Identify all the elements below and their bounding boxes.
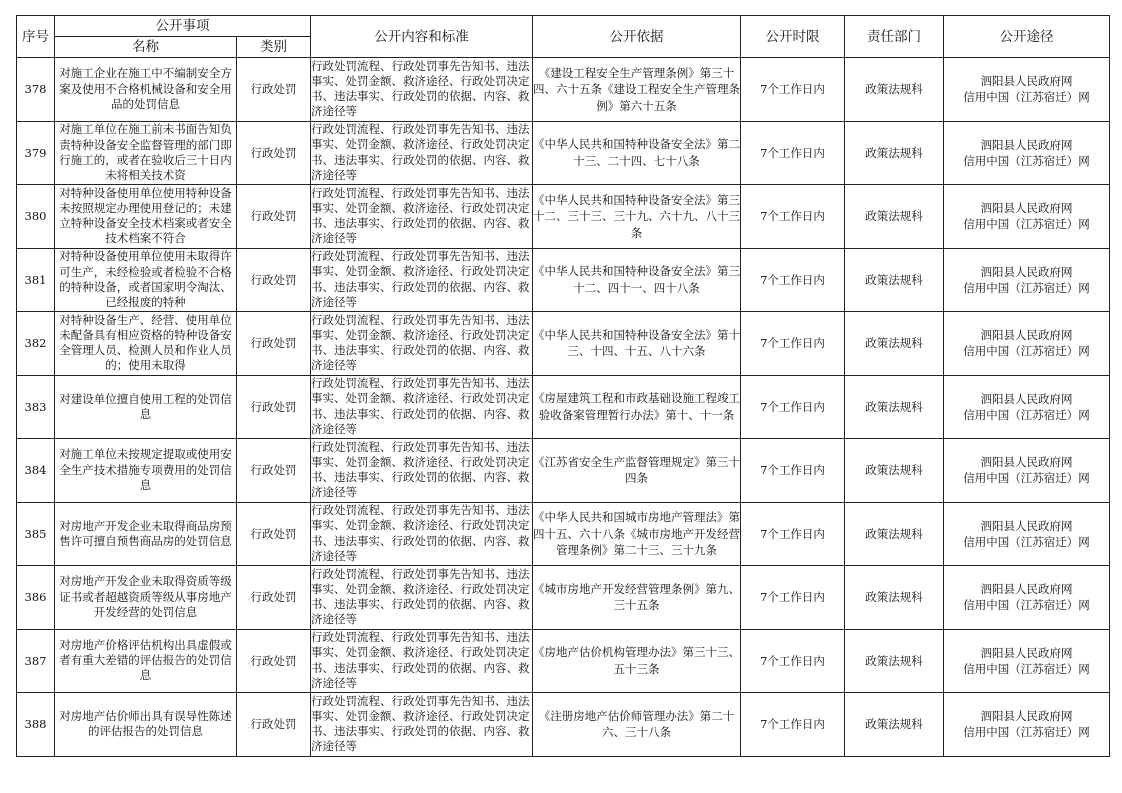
- row-content: 行政处罚流程、行政处罚事先告知书、违法事实、处罚金额、救济途径、行政处罚决定书、违法事实、行政处罚的依据、内容、救济途径等: [311, 376, 530, 436]
- row-category: 行政处罚: [237, 693, 311, 757]
- row-content: 行政处罚流程、行政处罚事先告知书、违法事实、处罚金额、救济途径、行政处罚决定书、违法事实、行政处罚的依据、内容、救济途径等: [311, 630, 530, 690]
- row-channel-credit-site: 信用中国（江苏宿迁）网: [963, 90, 1090, 105]
- row-number: 378: [17, 58, 55, 122]
- row-basis-cell: [533, 185, 741, 249]
- row-name: 对施工企业在施工中不编制安全方案及使用不合格机械设备和安全用品的处罚信息: [59, 66, 232, 111]
- row-name-cell: [55, 185, 237, 249]
- row-content-cell: [311, 375, 533, 439]
- table-row: [17, 629, 1110, 693]
- row-channel-gov-site: 泗阳县人民政府网: [980, 328, 1073, 343]
- row-time-limit: 7个工作日内: [741, 502, 845, 566]
- row-number: 387: [17, 629, 55, 693]
- row-basis-cell: [533, 693, 741, 757]
- row-channel-credit-site: 信用中国（江苏宿迁）网: [963, 153, 1090, 168]
- header-basis: 公开依据: [533, 16, 741, 58]
- row-content: 行政处罚流程、行政处罚事先告知书、违法事实、处罚金额、救济途径、行政处罚决定书、违法事实、行政处罚的依据、内容、救济途径等: [311, 249, 530, 309]
- row-time-limit: 7个工作日内: [741, 439, 845, 503]
- row-department: 政策法规科: [845, 248, 944, 312]
- row-content: 行政处罚流程、行政处罚事先告知书、违法事实、处罚金额、救济途径、行政处罚决定书、违法事实、行政处罚的依据、内容、救济途径等: [311, 566, 530, 627]
- row-category: 行政处罚: [237, 185, 311, 249]
- row-basis-cell: [533, 248, 741, 312]
- row-basis: 《注册房地产估价师管理办法》第二十六、三十八条: [538, 708, 735, 740]
- row-name-cell: [55, 375, 237, 439]
- table-row: [17, 693, 1110, 757]
- row-department: 政策法规科: [845, 185, 944, 249]
- row-time-limit: 7个工作日内: [741, 185, 845, 249]
- row-time-limit: 7个工作日内: [741, 693, 845, 757]
- row-basis: 《中华人民共和国特种设备安全法》第十三、十四、十五、八十六条: [533, 327, 740, 359]
- row-channels-cell: [944, 58, 1110, 122]
- row-time-limit: 7个工作日内: [741, 312, 845, 376]
- row-department: 政策法规科: [845, 566, 944, 630]
- table-body: [17, 58, 1110, 757]
- row-number: 383: [17, 375, 55, 439]
- row-basis: 《中华人民共和国特种设备安全法》第二十三、二十四、七十八条: [533, 137, 740, 168]
- row-basis-cell: [533, 121, 741, 185]
- row-name-cell: [55, 121, 237, 185]
- row-category: 行政处罚: [237, 566, 311, 630]
- row-number: 381: [17, 248, 55, 312]
- row-name: 对特种设备生产、经营、使用单位未配备具有相应资格的特种设备安全管理人员、检测人员和作业人员的；使用未取得: [59, 312, 232, 373]
- row-category: 行政处罚: [237, 629, 311, 693]
- table-row: [17, 566, 1110, 630]
- row-number: 380: [17, 185, 55, 249]
- row-name: 对施工单位在施工前未书面告知负责特种设备安全监督管理的部门即行施工的，或者在验收后三十日内未将相关技术资: [59, 122, 232, 182]
- row-channels-cell: [944, 439, 1110, 503]
- row-name-cell: [55, 566, 237, 630]
- row-channel-credit-site: 信用中国（江苏宿迁）网: [963, 661, 1090, 676]
- row-name: 对特种设备使用单位使用未取得许可生产，未经检验或者检验不合格的特种设备，或者国家明令淘汰、已经报废的特种: [59, 249, 232, 309]
- row-content: 行政处罚流程、行政处罚事先告知书、违法事实、处罚金额、救济途径、行政处罚决定书、违法事实、行政处罚的依据、内容、救济途径等: [311, 58, 530, 119]
- row-content-cell: [311, 566, 533, 630]
- row-content-cell: [311, 58, 533, 122]
- row-channel-gov-site: 泗阳县人民政府网: [980, 582, 1073, 597]
- row-time-limit: 7个工作日内: [741, 58, 845, 122]
- row-category: 行政处罚: [237, 375, 311, 439]
- row-category: 行政处罚: [237, 502, 311, 566]
- row-basis: 《中华人民共和国城市房地产管理法》第四十五、六十八条《城市房地产开发经营管理条例》第二十三、三十九条: [533, 510, 740, 557]
- table-row: [17, 121, 1110, 185]
- row-basis: 《建设工程安全生产管理条例》第三十四、六十五条《建设工程安全生产管理条例》第六十五条: [533, 65, 740, 113]
- header-content: 公开内容和标准: [311, 16, 533, 58]
- row-number: 379: [17, 121, 55, 185]
- row-channel-gov-site: 泗阳县人民政府网: [980, 137, 1073, 152]
- table-row: [17, 502, 1110, 566]
- row-time-limit: 7个工作日内: [741, 629, 845, 693]
- row-channels-cell: [944, 566, 1110, 630]
- row-department: 政策法规科: [845, 502, 944, 566]
- header-way: 公开途径: [944, 16, 1110, 58]
- row-name-cell: [55, 502, 237, 566]
- table-row: [17, 58, 1110, 122]
- row-channel-credit-site: 信用中国（江苏宿迁）网: [963, 407, 1090, 422]
- row-department: 政策法规科: [845, 375, 944, 439]
- row-number: 385: [17, 502, 55, 566]
- header-dept: 责任部门: [845, 16, 944, 58]
- table-row: [17, 312, 1110, 376]
- row-channels-cell: [944, 121, 1110, 185]
- row-basis-cell: [533, 58, 741, 122]
- row-channel-credit-site: 信用中国（江苏宿迁）网: [963, 217, 1090, 232]
- row-number: 384: [17, 439, 55, 503]
- row-content-cell: [311, 121, 533, 185]
- row-number: 388: [17, 693, 55, 757]
- row-name: 对房地产估价师出具有误导性陈述的评估报告的处罚信息: [59, 709, 232, 739]
- row-channels-cell: [944, 375, 1110, 439]
- row-name: 对特种设备使用单位使用特种设备未按照规定办理使用登记的；未建立特种设备安全技术档案或者安全技术档案不符合: [59, 185, 232, 246]
- row-basis: 《中华人民共和国特种设备安全法》第三十二、三十三、三十九、六十九、八十三条: [533, 192, 740, 240]
- row-content-cell: [311, 502, 533, 566]
- header-name: 名称: [55, 37, 237, 58]
- row-basis: 《房地产估价机构管理办法》第三十三、五十三条: [533, 645, 740, 676]
- row-basis-cell: [533, 375, 741, 439]
- row-department: 政策法规科: [845, 121, 944, 185]
- table-row: [17, 248, 1110, 312]
- row-content: 行政处罚流程、行政处罚事先告知书、违法事实、处罚金额、救济途径、行政处罚决定书、违法事实、行政处罚的依据、内容、救济途径等: [311, 693, 530, 754]
- row-channel-gov-site: 泗阳县人民政府网: [980, 201, 1073, 216]
- row-number: 386: [17, 566, 55, 630]
- row-channels-cell: [944, 248, 1110, 312]
- row-category: 行政处罚: [237, 58, 311, 122]
- row-content: 行政处罚流程、行政处罚事先告知书、违法事实、处罚金额、救济途径、行政处罚决定书、违法事实、行政处罚的依据、内容、救济途径等: [311, 312, 530, 373]
- row-basis-cell: [533, 566, 741, 630]
- row-basis-cell: [533, 502, 741, 566]
- row-department: 政策法规科: [845, 58, 944, 122]
- row-content: 行政处罚流程、行政处罚事先告知书、违法事实、处罚金额、救济途径、行政处罚决定书、违法事实、行政处罚的依据、内容、救济途径等: [311, 439, 530, 500]
- row-basis-cell: [533, 629, 741, 693]
- row-name-cell: [55, 248, 237, 312]
- row-content-cell: [311, 629, 533, 693]
- row-content-cell: [311, 693, 533, 757]
- row-name: 对建设单位擅自使用工程的处罚信息: [59, 391, 232, 421]
- row-name-cell: [55, 629, 237, 693]
- table-row: [17, 375, 1110, 439]
- row-name: 对房地产开发企业未取得资质等级证书或者超越资质等级从事房地产开发经营的处罚信息: [59, 574, 232, 619]
- row-channel-gov-site: 泗阳县人民政府网: [980, 455, 1073, 470]
- row-department: 政策法规科: [845, 693, 944, 757]
- row-name-cell: [55, 693, 237, 757]
- row-channel-credit-site: 信用中国（江苏宿迁）网: [963, 280, 1090, 295]
- row-channel-credit-site: 信用中国（江苏宿迁）网: [963, 725, 1090, 740]
- row-channel-credit-site: 信用中国（江苏宿迁）网: [963, 534, 1090, 549]
- header-time: 公开时限: [741, 16, 845, 58]
- row-name: 对施工单位未按规定提取或使用安全生产技术措施专项费用的处罚信息: [59, 447, 232, 492]
- row-channels-cell: [944, 629, 1110, 693]
- row-content: 行政处罚流程、行政处罚事先告知书、违法事实、处罚金额、救济途径、行政处罚决定书、违法事实、行政处罚的依据、内容、救济途径等: [311, 185, 530, 246]
- row-channel-gov-site: 泗阳县人民政府网: [980, 264, 1073, 279]
- row-basis: 《城市房地产开发经营管理条例》第九、三十五条: [533, 581, 740, 613]
- row-name: 对房地产价格评估机构出具虚假或者有重大差错的评估报告的处罚信息: [59, 637, 232, 683]
- row-name-cell: [55, 58, 237, 122]
- row-department: 政策法规科: [845, 629, 944, 693]
- row-category: 行政处罚: [237, 312, 311, 376]
- row-channel-gov-site: 泗阳县人民政府网: [980, 74, 1073, 89]
- row-basis-cell: [533, 312, 741, 376]
- row-category: 行政处罚: [237, 248, 311, 312]
- row-channels-cell: [944, 693, 1110, 757]
- row-channel-gov-site: 泗阳县人民政府网: [980, 709, 1073, 724]
- row-content-cell: [311, 439, 533, 503]
- row-name-cell: [55, 312, 237, 376]
- row-channel-credit-site: 信用中国（江苏宿迁）网: [963, 344, 1090, 359]
- header-num: 序号: [17, 16, 55, 58]
- row-channel-gov-site: 泗阳县人民政府网: [980, 391, 1073, 406]
- row-content: 行政处罚流程、行政处罚事先告知书、违法事实、处罚金额、救济途径、行政处罚决定书、违法事实、行政处罚的依据、内容、救济途径等: [311, 122, 530, 182]
- row-time-limit: 7个工作日内: [741, 248, 845, 312]
- row-basis-cell: [533, 439, 741, 503]
- row-department: 政策法规科: [845, 439, 944, 503]
- row-channels-cell: [944, 185, 1110, 249]
- header-category: 类别: [237, 37, 311, 58]
- row-name-cell: [55, 439, 237, 503]
- table-row: [17, 439, 1110, 503]
- row-content: 行政处罚流程、行政处罚事先告知书、违法事实、处罚金额、救济途径、行政处罚决定书、违法事实、行政处罚的依据、内容、救济途径等: [311, 503, 530, 563]
- row-time-limit: 7个工作日内: [741, 566, 845, 630]
- row-channel-gov-site: 泗阳县人民政府网: [980, 518, 1073, 533]
- row-basis: 《江苏省安全生产监督管理规定》第三十四条: [533, 454, 740, 486]
- row-content-cell: [311, 185, 533, 249]
- row-channel-gov-site: 泗阳县人民政府网: [980, 645, 1073, 660]
- row-channel-credit-site: 信用中国（江苏宿迁）网: [963, 471, 1090, 486]
- table-row: [17, 185, 1110, 249]
- row-department: 政策法规科: [845, 312, 944, 376]
- row-name: 对房地产开发企业未取得商品房预售许可擅自预售商品房的处罚信息: [59, 518, 232, 548]
- row-time-limit: 7个工作日内: [741, 121, 845, 185]
- row-channels-cell: [944, 502, 1110, 566]
- row-content-cell: [311, 248, 533, 312]
- disclosure-table: [16, 15, 1110, 757]
- row-channels-cell: [944, 312, 1110, 376]
- row-time-limit: 7个工作日内: [741, 375, 845, 439]
- row-number: 382: [17, 312, 55, 376]
- header-group: 公开事项: [55, 16, 311, 37]
- row-category: 行政处罚: [237, 121, 311, 185]
- row-channel-credit-site: 信用中国（江苏宿迁）网: [963, 598, 1090, 613]
- row-basis: 《中华人民共和国特种设备安全法》第三十二、四十一、四十八条: [533, 264, 740, 295]
- row-content-cell: [311, 312, 533, 376]
- row-category: 行政处罚: [237, 439, 311, 503]
- row-basis: 《房屋建筑工程和市政基础设施工程竣工验收备案管理暂行办法》第十、十一条: [533, 391, 740, 422]
